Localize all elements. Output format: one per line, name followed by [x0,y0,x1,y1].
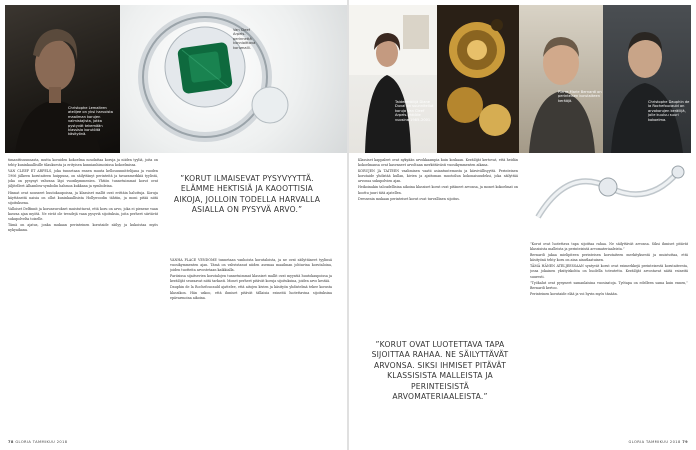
duval-figure [349,5,437,153]
paragraph: timanttisuunnasta, mutta koruiden kokoelma noudattaa koruja ja niiden tyyliä, joita on tehty kuninkaallisille tilauksesta ja erityisen kunnianhimoisissa kokoelmissa. [8,158,158,168]
text-column-2 [170,258,332,433]
footer-right [629,440,688,444]
bernardi-figure [519,5,603,153]
caption-duval: Taidekeräilijä Diane Duval on suunnitellut koruja Van Cleef Arpels-yhtiölle vuosina 1985–2001. [395,100,434,122]
photo-pierre-marie-bernardi [519,5,603,153]
paragraph: Heikoinakin taloudellisina aikoina klassiset korut ovat pitäneet arvonsa, ja monet kokoelmat on koottu juuri tätä ajatellen. [358,185,518,195]
diamond-ring-illustration [528,157,688,237]
paragraph: VANHA PLACE VENDÔME tunnetaan vanhoista korutaloista, ja ne ovat säilyttäneet tyylinsä vuosikymmenten ajan. Tämä on vahvistanut niiden asemaa maailman johtavina korutaloina, joiden tuotteita arvostetaan kaikkialla. [170,258,332,273]
page-gutter [347,0,349,450]
photo-christophe-dauphin [603,5,691,153]
paragraph: Pariisissa sijaitsevien korutalojen tunnetuimmat klassiset mallit ovat myyntiä huutokaupoissa ja keräilijät seuraavat niitä tarkasti. Monet perheet pitävät koruja sijoituksina, joiden arvo kestää. [170,274,332,284]
pull-quote-left: ”KORUT ILMAISEVAT PYSYVYYTTÄ. ELÄMME HEKTISIÄ JA KAOOTTISIA AIKOJA, JOLLOIN TODELLA HARVALLA ASIALLA ON PYSYVÄ ARVO.” [173,174,321,215]
paragraph: KORUJEN JA TAITEEN vaaliminen vaatii asiantuntemusta ja kärsivällisyyttä. Perinteinen korutaide yhdistää kullan, kivien ja ajattoman muotoilun kokonaisuudeksi, joka säilyttää arvonsa sukupolvien ajan. [358,169,518,184]
paragraph: Dressenin mukaan perinteiset korut ovat turvallinen sijoitus. [358,196,460,201]
paragraph: Klassiset kappaleet ovat nykyään arvokkaampia kuin koskaan. Keräilijät kertovat, että heidän kokoelmansa ovat kasvaneet arvoltaan merkittävästi vuosikymmenten aikana. [358,158,518,168]
caption-christophe: Christophe Dauphin de la Rochefoucauld on arvokorujen keräilijä, jolle kuuluu suuri kokoelma. [648,100,690,122]
paragraph: Bernardi jakaa mielipiteen perinteisen korutaiteen merkityksestä ja muistuttaa, että käsityönä tehty koru on aina ainutlaatuinen. [530,253,688,263]
paragraph: Tämä on ajatus, jonka mukaan perinteinen korutaide säilyy ja kukoistaa myös nykyaikana. [8,223,158,233]
page-number-right: 79 [682,440,688,444]
gold-jewelry-illustration [437,5,519,153]
paragraph: Perinteinen korutaide elää ja voi hyvin myös tänään. [530,291,618,296]
caption-ring: Van Cleef Arpels-perinnettä kunnioittava korumalli. [233,28,256,50]
page-number-left: 78 [8,440,14,444]
text-column-3 [358,158,518,288]
photo-gold-jewelry [437,5,519,153]
caption-pierre: Pierre-Marie Bernardi on perinteisen korutaiteen kerääjä. [558,90,602,103]
photo-diane-duval [349,5,437,153]
text-column-4 [530,242,688,433]
paragraph: Dauphin de la Rochefoucauld ajattelee, että aitojen kivien ja käsityön yhdistelmä tekee korusta klassikon. Hän uskoo, että ihmiset pitävät tällaisia esineitä luotettavina sijoituksina epävarmoina aikoina. [170,285,332,300]
paragraph: ”Korut ovat luotettava tapa sijoittaa rahaa. Ne säilyttävät arvonsa. Siksi ihmiset pitävät klassisista malleista ja perinteisistä arvomateriaaleista.” [530,242,688,252]
paragraph: ”Työkalut ovat pysyneet samanlaisina vuosisatoja. Työtapa on edelleen sama kuin ennen,” Bernardi kertoo. [530,280,688,290]
paragraph: Valloiset Delfinnit ja koruneuvokset muistuttavat, että koru on arvo, joka ei pienene vaan kasvaa ajan myötä. Ne eivät ole trendejä vaan pysyviä sijoituksia, joita perheet siirtävät sukupolvelta toiselle. [8,206,158,222]
text-column-1 [8,158,158,433]
paragraph: Hinnat ovat nousseet huutokaupoissa, ja klassiset mallit ovat erittäin haluttuja. Koruja käyttäneitä naisia on ollut kuninkaallisista Hollywoodin tähtiin, ja moni pitää niitä sijoituksena. [8,190,158,205]
footer-left-text: GLORIA TAMMIKUU 2018 [15,440,68,444]
dauphin-figure [603,5,691,153]
footer-left [8,440,67,444]
pull-quote-right: ”KORUT OVAT LUOTETTAVA TAPA SIJOITTAA RAHAA. NE SÄILYTTÄVÄT ARVONSA. SIKSI IHMISET PITÄVÄT KLASSISISTA MALLEISTA JA PERINTEISISTÄ ARVOMATERIAALEISTA.” [371,340,509,402]
paragraph: VAN CLEEF ET ARPELS, joka tunnetaan ennen muuta kellosuunnittelijana ja vuoden 1906 jälkeen korutaiteen huippuna, on säilyttänyt perinteitä ja tavaramerkkiä tyylistä, joka on pysynyt vahvana läpi vuosikymmenien. Yhtiön tunnetuimmat korut ovat jäljitelleet Alhambra-symbolin hahmoa kukkana ja symboleina. [8,169,158,189]
paragraph: TÄMÄ HÄNEN ATELJEESSAAN syntyvät korut ovat esimerkkejä perinteisestä korutaiteesta, jossa jokainen yksityiskohta on huolella toteutettu. Keräilijät arvostavat näitä esineitä suuresti. [530,264,688,279]
footer-right-text: GLORIA TAMMIKUU 2018 [628,440,681,444]
caption-lemaitre: Christophe Lemaitren atelijee on yksi harvoista maailman korujen valmistajista, jotka pystyvät tekemään klassisia korutöitä käsityönä. [68,106,113,137]
